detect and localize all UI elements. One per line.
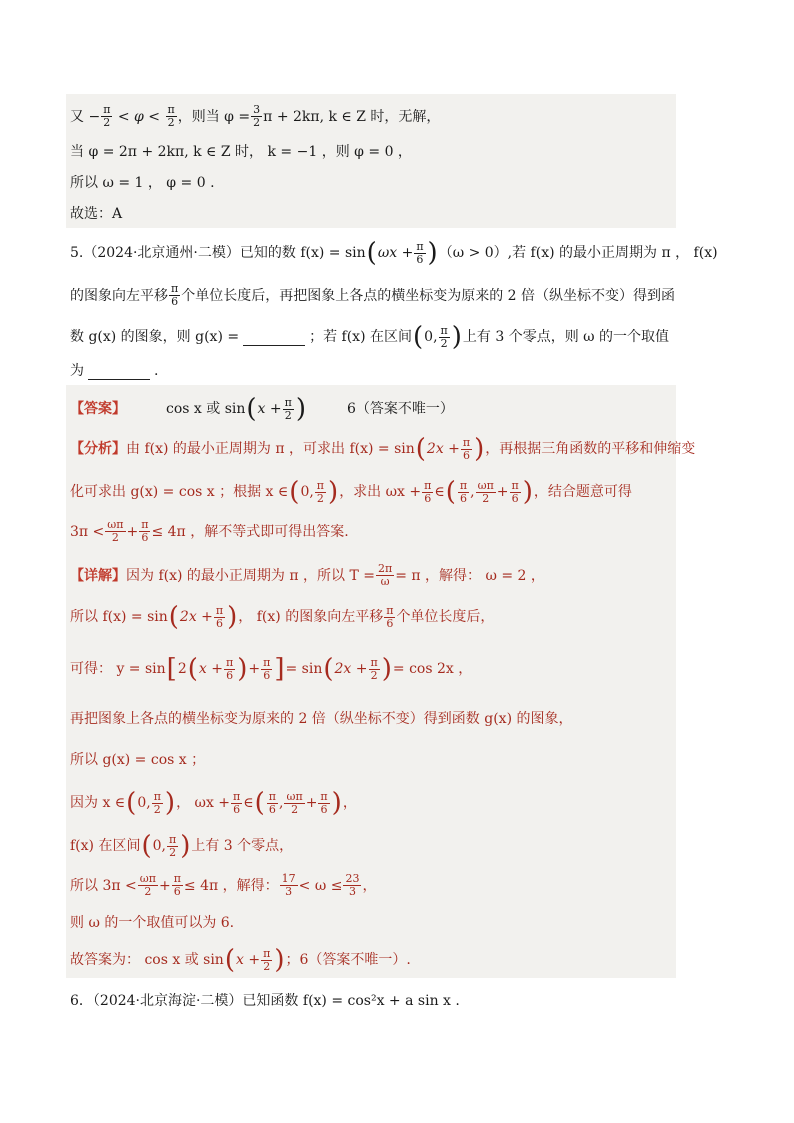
question-5-line-3: 数 g(x) 的图象，则 g(x) = ；若 f(x) 在区间 ( 0, $\frac{\pi}{2}$ ) 上有 3 个零点，则 ω 的一个取值 [70,322,670,352]
question-5-line-4: 为 . [70,363,159,379]
answer-line: 【答案】 cos x 或 sin ( x + $\frac{\pi}{2}$ ) 6（答案不唯一） [70,394,454,424]
analysis-line-3: 3π < $\frac{\omega\pi}{2}$ + $\frac{\pi}{6}$ ≤ 4π ，解不等式即可得出答案. [70,518,349,544]
detail-line-4: 再把图象上各点的横坐标变为原来的 2 倍（纵坐标不变）得到函数 g(x) 的图象， [70,711,573,727]
text: π + 2kπ, k ∈ Z 时，无解， [263,108,441,125]
analysis-line-1: 【分析】 由 f(x) 的最小正周期为 π ，可求出 f(x) = sin ( 2x + $\frac{\pi}{6}$ ) ，再根据三角函数的平移和伸缩变 [70,434,696,464]
analysis-label: 【分析】 [70,441,126,457]
solution-line-1 [70,104,440,129]
detail-line-10: 故答案为： cos x 或 sin ( x + $\frac{\pi}{2}$ ) ；6（答案不唯一）. [70,945,411,975]
fraction: $\frac{\pi}{2}$ [103,103,111,129]
detail-line-7: f(x) 在区间 ( 0, $\frac{\pi}{2}$ ) 上有 3 个零点， [70,831,294,861]
solution-line-3: 所以 ω = 1 ， φ = 0 . [70,175,215,191]
detail-label: 【详解】 [70,567,126,584]
detail-line-8: 所以 3π < $\frac{\omega\pi}{2}$ + $\frac{\pi}{6}$ ≤ 4π ，解得： $\frac{17}{3}$ < ω ≤ $\frac{23}{3}$ ， [70,872,377,898]
solution-line-4: 故选：A [70,206,123,222]
detail-line-6: 因为 x ∈ ( 0, $\frac{\pi}{2}$ ) ， ωx + $\frac{\pi}{6}$ ∈ ( $\frac{\pi}{6}$ , $\frac{\omega\pi}{2}$ + $\frac{\pi}{6}$ ) ， [70,788,357,818]
question-5-line-2: 的图象向左平移 $\frac{\pi}{6}$ 个单位长度后，再把图象上各点的横坐标变为原来的 2 倍（纵坐标不变）得到函 [70,282,676,308]
fraction: $\frac{3}{2}$ [253,103,261,129]
detail-line-5: 所以 g(x) = cos x ； [70,752,206,768]
text: ，则当 φ = [177,108,251,125]
answer-label: 【答案】 [70,401,126,417]
detail-line-2: 所以 f(x) = sin ( 2x + $\frac{\pi}{6}$ ) ， f(x) 的图象向左平移 $\frac{\pi}{6}$ 个单位长度后， [70,602,495,632]
detail-line-3: 可得： y = sin [ 2 ( x + $\frac{\pi}{6}$ ) + $\frac{\pi}{6}$ ] = sin ( 2x + $\frac{\pi}{2}$ ) = cos 2x ， [70,654,473,684]
analysis-line-2: 化可求出 g(x) = cos x ；根据 x ∈ ( 0, $\frac{\pi}{2}$ ) ，求出 ωx + $\frac{\pi}{6}$ ∈ ( $\frac{\pi}{6}$ , $\frac{\omega\pi}{2}$ + $\frac{\pi}{6}$ ) ，结合题意可得 [70,477,632,507]
text: < φ < [113,108,165,125]
answer-blank [243,329,305,346]
fraction: $\frac{\pi}{2}$ [167,103,175,129]
question-6-line: 6．（2024·北京海淀·二模）已知函数 f(x) = cos²x + a sin x . [70,993,460,1009]
detail-line-9: 则 ω 的一个取值可以为 6. [70,915,235,931]
detail-line-1: 【详解】 因为 f(x) 的最小正周期为 π ，所以 T = $\frac{2\pi}{\omega}$ = π ，解得： ω = 2 ， [70,562,545,588]
answer-blank [88,363,150,380]
solution-line-2: 当 φ = 2π + 2kπ, k ∈ Z 时， k = −1 ，则 φ = 0 ， [70,144,412,160]
text: 又 − [70,108,101,125]
question-5-line-1: 5.（2024·北京通州·二模）已知的数 f(x) = sin ( ωx + $\frac{\pi}{6}$ ) （ω > 0）,若 f(x) 的最小正周期为 π ， f(x) [70,238,718,268]
